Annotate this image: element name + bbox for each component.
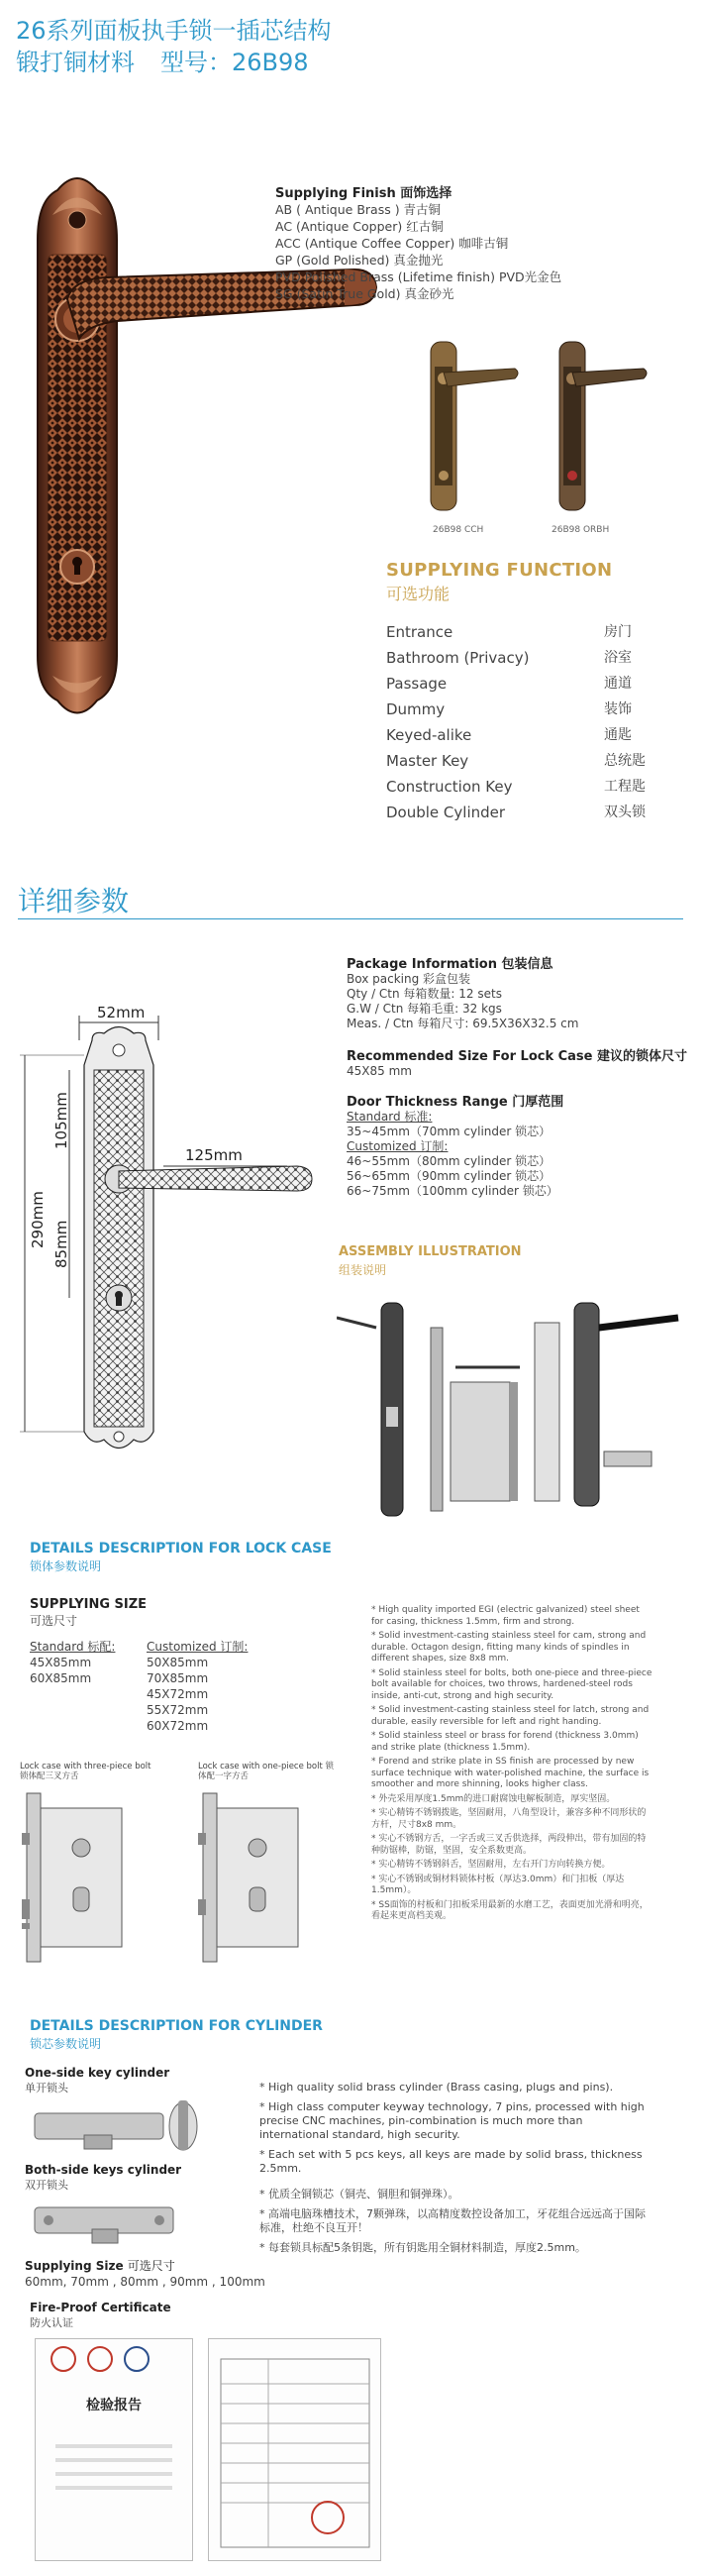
function-en: Master Key [386, 752, 469, 770]
feature-text: High quality solid brass cylinder (Brass casing, plugs and pins). [268, 2081, 614, 2093]
cylinder-size-heading-cn: 可选尺寸 [127, 2259, 175, 2273]
lockcase-size: 45X72mm [147, 1687, 209, 1701]
feature-item: * High class computer keyway technology, 7 pins, processed with high precise CNC machines, pin-combination is much more than international standard, high security. [259, 2100, 645, 2141]
function-en: Dummy [386, 700, 446, 718]
function-cn: 装饰 [604, 701, 632, 717]
function-en: Double Cylinder [386, 804, 506, 821]
dim-width-label: 52mm [97, 1004, 146, 1021]
function-row [386, 722, 658, 748]
door-customized-value: 56~65mm（90mm cylinder 锁芯） [347, 1169, 552, 1183]
feature-item: * Solid investment-casting stainless steel for latch, strong and durable, easily reversible for left and right handing. [371, 1705, 650, 1727]
feature-item: * 高端电脑珠槽技术，7颗弹珠，以高精度数控设备加工，牙花组合远远高于国际标准，杜绝不良互开！ [259, 2207, 646, 2234]
material-label: 锻打铜材料 [16, 49, 135, 76]
certificate-logos [36, 2339, 192, 2379]
lockcase-size-value: 45X85 mm [347, 1064, 412, 1078]
lockcase-subtitle: 锁体参数说明 [30, 1559, 102, 1573]
feature-item: * High quality imported EGI (electric galvanized) steel sheet for casing, thickness 1.5mm, firm and strong. [371, 1605, 640, 1627]
cylinder-sizes: 60mm, 70mm , 80mm , 90mm , 100mm [25, 2275, 265, 2289]
one-side-cylinder-label-cn: 单开锁头 [25, 2082, 68, 2094]
feature-item: * 实心精铸不锈钢拨匙，坚固耐用，八角型设计，兼容多种不同形状的方杆，尺寸8x8 mm。 [371, 1808, 647, 1830]
lockcase-size: 50X85mm [147, 1656, 209, 1669]
lockcase-standard-label: Standard 标配: [30, 1640, 116, 1654]
variant-orbh-image [554, 337, 653, 520]
door-customized-label: Customized 订制: [347, 1139, 449, 1153]
cylinder-features [259, 2081, 651, 2261]
lockcase-three-bolt-image [22, 1788, 131, 1967]
function-en: Keyed-alike [386, 726, 472, 744]
dim-lower-label: 85mm [52, 1220, 70, 1268]
cylinder-subtitle: 锁芯参数说明 [30, 2037, 102, 2051]
dim-upper-label: 105mm [52, 1092, 70, 1149]
feature-item: * High quality solid brass cylinder (Brass casing, plugs and pins). [259, 2081, 614, 2093]
door-thickness-heading-cn: 门厚范围 [512, 1095, 564, 1110]
feature-item: * Each set with 5 pcs keys, all keys are made by solid brass, thickness 2.5mm. [259, 2148, 643, 2175]
lockcase-size-heading-en: SUPPLYING SIZE [30, 1597, 148, 1612]
function-cn: 工程匙 [604, 779, 646, 795]
certificate-title-cn: 防火认证 [30, 2316, 73, 2329]
function-en: Entrance [386, 623, 453, 641]
finish-item: ACC (Antique Coffee Copper) 咖啡古铜 [275, 236, 509, 251]
finish-item: AB ( Antique Brass ) 青古铜 [275, 202, 442, 217]
feature-item: * Solid stainless steel or brass for forend (thickness 3.0mm) and strike plate (thickness 1.5mm). [371, 1731, 639, 1753]
lockcase-size-heading-cn: 建议的锁体尺寸 [597, 1049, 688, 1064]
finish-list [275, 182, 561, 302]
page-title: 26系列面板执手锁一插芯结构 [16, 17, 332, 45]
certificate-title-en: Fire-Proof Certificate [30, 2301, 171, 2314]
feature-text: High quality imported EGI (electric galvanized) steel sheet for casing, thickness 1.5mm, firm and strong. [371, 1605, 640, 1627]
feature-text: 高端电脑珠槽技术，7颗弹珠，以高精度数控设备加工，牙花组合远远高于国际标准，杜绝不良互开！ [259, 2207, 646, 2234]
lockcase-customized-label: Customized 订制: [147, 1640, 249, 1654]
feature-item: * SS面饰的村板和门扣板采用最新的水磨工艺，表面更加光滑和明亮，看起来更高档美观。 [371, 1899, 649, 1921]
lockcase-size-heading-en: Recommended Size For Lock Case [347, 1049, 593, 1064]
lockcase-caption-three-bolt: Lock case with three-piece bolt 锁体配三叉方舌 [20, 1762, 151, 1781]
feature-item: * 每套锁具标配5条钥匙，所有钥匙用全铜材料制造，厚度2.5mm。 [259, 2241, 586, 2254]
feature-item: * 实心精铸不锈钢斜舌，坚固耐用，左右开门方向转换方便。 [371, 1860, 611, 1870]
function-en: Passage [386, 675, 448, 693]
feature-text: 实心不锈钢方舌，一字舌或三叉舌供选择，两段伸出，带有加固的特种防锯棒，防锯，坚固，安全系数更高。 [371, 1834, 647, 1856]
function-cn: 通匙 [604, 727, 632, 743]
cylinder-size-heading-en: Supplying Size [25, 2259, 124, 2273]
feature-text: High class computer keyway technology, 7 pins, processed with high precise CNC machines, pin-combination is much more than international standard, high security. [259, 2100, 645, 2141]
function-list [386, 619, 658, 825]
certificate-cover-doc [35, 2338, 193, 2561]
model-label: 型号：26B98 [160, 49, 309, 76]
function-row [386, 671, 658, 697]
feature-item: * Solid investment-casting stainless steel for cam, strong and durable. Octagon design, fitting many kinds of spindles in different shapes, size 8x8 mm. [371, 1631, 647, 1664]
lockcase-one-bolt-image [198, 1788, 307, 1967]
feature-text: 实心精铸不锈钢斜舌，坚固耐用，左右开门方向转换方便。 [378, 1860, 611, 1870]
lockcase-standard-col [30, 1639, 115, 1686]
feature-text: 外壳采用厚度1.5mm的进口耐腐蚀电解板制造，厚实坚固。 [378, 1793, 616, 1804]
variant-caption-cch: 26B98 CCH [433, 525, 484, 535]
feature-text: SS面饰的村板和门扣板采用最新的水磨工艺，表面更加光滑和明亮，看起来更高档美观。 [371, 1899, 649, 1921]
cylinder-title: DETAILS DESCRIPTION FOR CYLINDER [30, 2018, 323, 2034]
dim-handle-label: 125mm [185, 1146, 243, 1164]
feature-item: * Solid stainless steel for bolts, both one-piece and three-piece bolt available for choices, two throws, hardened-steel rods inside, anti-cut, strong and high security. [371, 1667, 653, 1701]
package-heading-cn: 包装信息 [501, 957, 553, 972]
package-line: G.W / Ctn 每箱毛重: 32 kgs [347, 1002, 502, 1016]
lockcase-title: DETAILS DESCRIPTION FOR LOCK CASE [30, 1541, 332, 1556]
function-title: SUPPLYING FUNCTION [386, 560, 613, 581]
function-cn: 通道 [604, 676, 632, 692]
page-subtitle [16, 48, 309, 77]
door-standard-value: 35~45mm（70mm cylinder 锁芯） [347, 1125, 552, 1138]
feature-text: Solid investment-casting stainless steel for latch, strong and durable, easily reversible for left and right handing. [371, 1705, 650, 1727]
finish-heading [275, 182, 561, 201]
lockcase-size-heading-cn: 可选尺寸 [30, 1614, 78, 1628]
lockcase-size: 70X85mm [147, 1671, 209, 1685]
function-row [386, 645, 658, 671]
feature-text: Forend and strike plate in SS finish are processed by new surface technique with water-polished machine, the surface is smoother and more shinning, looks higher class. [371, 1757, 650, 1789]
both-side-cylinder-label-cn: 双开锁头 [25, 2179, 68, 2192]
one-side-cylinder-image [25, 2095, 223, 2155]
lockcase-caption-one-bolt: Lock case with one-piece bolt 锁体配一字方舌 [198, 1762, 335, 1781]
assembly-title: ASSEMBLY ILLUSTRATION [339, 1244, 522, 1259]
certificate-results-doc [208, 2338, 381, 2561]
function-cn: 浴室 [604, 650, 632, 666]
certificate-doc-title: 检验报告 [86, 2398, 142, 2414]
lockcase-size: 60X72mm [147, 1719, 209, 1733]
function-en: Construction Key [386, 778, 513, 796]
finish-heading-en: Supplying Finish [275, 186, 396, 201]
package-line: Qty / Ctn 每箱数量: 12 sets [347, 987, 502, 1001]
function-row [386, 774, 658, 800]
package-info [347, 953, 687, 1199]
function-row [386, 748, 658, 774]
cylinder-size-heading [25, 2257, 175, 2274]
assembly-subtitle: 组装说明 [339, 1263, 387, 1277]
both-side-cylinder-image [25, 2193, 223, 2252]
package-heading [347, 953, 687, 972]
feature-text: 实心精铸不锈钢拨匙，坚固耐用，八角型设计，兼容多种不同形状的方杆，尺寸8x8 mm。 [371, 1808, 647, 1830]
dim-height-label: 290mm [29, 1191, 47, 1248]
package-line: Meas. / Ctn 每箱尺寸: 69.5X36X32.5 cm [347, 1017, 579, 1030]
function-row [386, 697, 658, 722]
lockcase-size: 60X85mm [30, 1671, 92, 1685]
variant-cch-image [426, 337, 525, 520]
door-standard-label: Standard 标准: [347, 1110, 433, 1124]
feature-item: * 优质全铜锁芯（铜壳、铜胆和铜弹珠）。 [259, 2188, 459, 2200]
function-cn: 房门 [604, 624, 632, 640]
feature-item: * 实心不锈钢方舌，一字舌或三叉舌供选择，两段伸出，带有加固的特种防锯棒，防锯，坚固，安全系数更高。 [371, 1834, 647, 1856]
function-cn: 总统匙 [604, 753, 646, 769]
package-line: Box packing 彩盒包装 [347, 972, 471, 986]
feature-item: * 外壳采用厚度1.5mm的进口耐腐蚀电解板制造，厚实坚固。 [371, 1793, 616, 1804]
function-cn: 双头锁 [604, 805, 646, 820]
function-row [386, 619, 658, 645]
door-customized-value: 46~55mm（80mm cylinder 锁芯） [347, 1154, 552, 1168]
function-en: Bathroom (Privacy) [386, 649, 530, 667]
function-row [386, 800, 658, 825]
lockcase-size-heading [347, 1045, 687, 1064]
function-subtitle: 可选功能 [386, 585, 451, 603]
finish-item: SG (Satin True Gold) 真金砂光 [275, 286, 454, 301]
feature-item: * 实心不锈钢或铜材料锁体村板（厚达3.0mm）和门扣板（厚达1.5mm）。 [371, 1874, 625, 1895]
finish-heading-cn: 面饰选择 [400, 186, 452, 201]
feature-text: 实心不锈钢或铜材料锁体村板（厚达3.0mm）和门扣板（厚达1.5mm）。 [371, 1874, 625, 1895]
package-heading-en: Package Information [347, 957, 497, 972]
finish-item: GP (Gold Polished) 真金抛光 [275, 253, 444, 268]
section-divider [18, 918, 683, 919]
door-thickness-heading [347, 1091, 687, 1110]
feature-text: 优质全铜锁芯（铜壳、铜胆和铜弹珠）。 [268, 2188, 459, 2200]
details-section-title: 详细参数 [18, 885, 130, 917]
lockcase-customized-col [147, 1639, 248, 1734]
feature-text: Solid stainless steel or brass for forend (thickness 3.0mm) and strike plate (thickness 1.5mm). [371, 1731, 639, 1753]
lockcase-size: 45X85mm [30, 1656, 92, 1669]
one-side-cylinder-label-en: One-side key cylinder [25, 2066, 170, 2080]
door-customized-value: 66~75mm（100mm cylinder 锁芯） [347, 1184, 558, 1198]
feature-text: 每套锁具标配5条钥匙，所有钥匙用全铜材料制造，厚度2.5mm。 [268, 2241, 586, 2254]
finish-item: AC (Antique Copper) 红古铜 [275, 219, 444, 234]
assembly-illustration [337, 1288, 683, 1526]
feature-text: Each set with 5 pcs keys, all keys are made by solid brass, thickness 2.5mm. [259, 2148, 643, 2175]
lockcase-size: 55X72mm [147, 1703, 209, 1717]
feature-item: * Forend and strike plate in SS finish are processed by new surface technique with water-polished machine, the surface is smoother and more shinning, looks higher class. [371, 1757, 650, 1789]
certificate-table-lines [209, 2339, 380, 2560]
dimension-drawing [15, 996, 342, 1471]
both-side-cylinder-label-en: Both-side keys cylinder [25, 2163, 182, 2177]
variant-caption-orbh: 26B98 ORBH [552, 525, 610, 535]
feature-text: Solid investment-casting stainless steel for cam, strong and durable. Octagon design, fitting many kinds of spindles in different shapes, size 8x8 mm. [371, 1631, 647, 1664]
finish-item: PVD Polished Brass (Lifetime finish) PVD光金色 [275, 269, 562, 284]
feature-text: Solid stainless steel for bolts, both one-piece and three-piece bolt available for choices, two throws, hardened-steel rods inside, anti-cut, strong and high security. [371, 1667, 653, 1701]
door-thickness-heading-en: Door Thickness Range [347, 1095, 508, 1110]
lockcase-features [371, 1605, 653, 1926]
